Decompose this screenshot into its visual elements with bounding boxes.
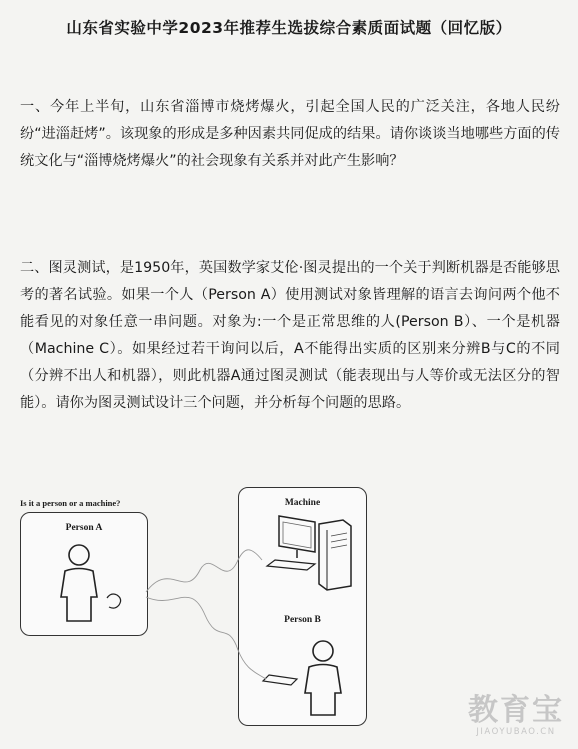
person-b-panel xyxy=(238,605,367,726)
question-2: 二、图灵测试，是1950年，英国数学家艾伦·图灵提出的一个关于判断机器是否能够思考的著名试验。如果一个人（Person A）使用测试对象皆理解的语言去询问两个他不能看见的对象任意一串问题。对象为:一个是正常思维的人(Person B）、一个是机器（Machine C）。如果经过若干询问以后，A不能得出实质的区别来分辨B与C的不同（分辨不出人和机器），则此机器A通过图灵测试（能表现出与人等价或无法区分的智能）。请你为图灵测试设计三个问题，并分析每个问题的思路。 xyxy=(20,260,560,411)
exam-title: 山东省实验中学2023年推荐生选拔综合素质面试题（回忆版） xyxy=(66,19,512,37)
watermark-url: JIAOYUBAO.CN xyxy=(476,727,556,737)
machine-panel xyxy=(238,487,367,607)
watermark xyxy=(468,695,564,737)
figure-caption: Is it a person or a machine? xyxy=(20,498,121,508)
machine-label: Machine xyxy=(284,498,321,508)
person-a-panel xyxy=(20,512,148,636)
person-a-label: Person A xyxy=(65,523,103,533)
person-a-icon xyxy=(21,513,147,635)
question-1: 一、今年上半旬，山东省淄博市烧烤爆火，引起全国人民的广泛关注，各地人民纷纷“进淄赶烤”。该现象的形成是多种因素共同促成的结果。请你谈谈当地哪些方面的传统文化与“淄博烧烤爆火”的社会现象有关系并对此产生影响？ xyxy=(20,99,560,169)
watermark-logo: 教育宝 xyxy=(468,693,564,728)
person-b-label: Person B xyxy=(284,615,321,625)
person-b-icon xyxy=(239,605,366,725)
computer-icon xyxy=(239,488,366,606)
